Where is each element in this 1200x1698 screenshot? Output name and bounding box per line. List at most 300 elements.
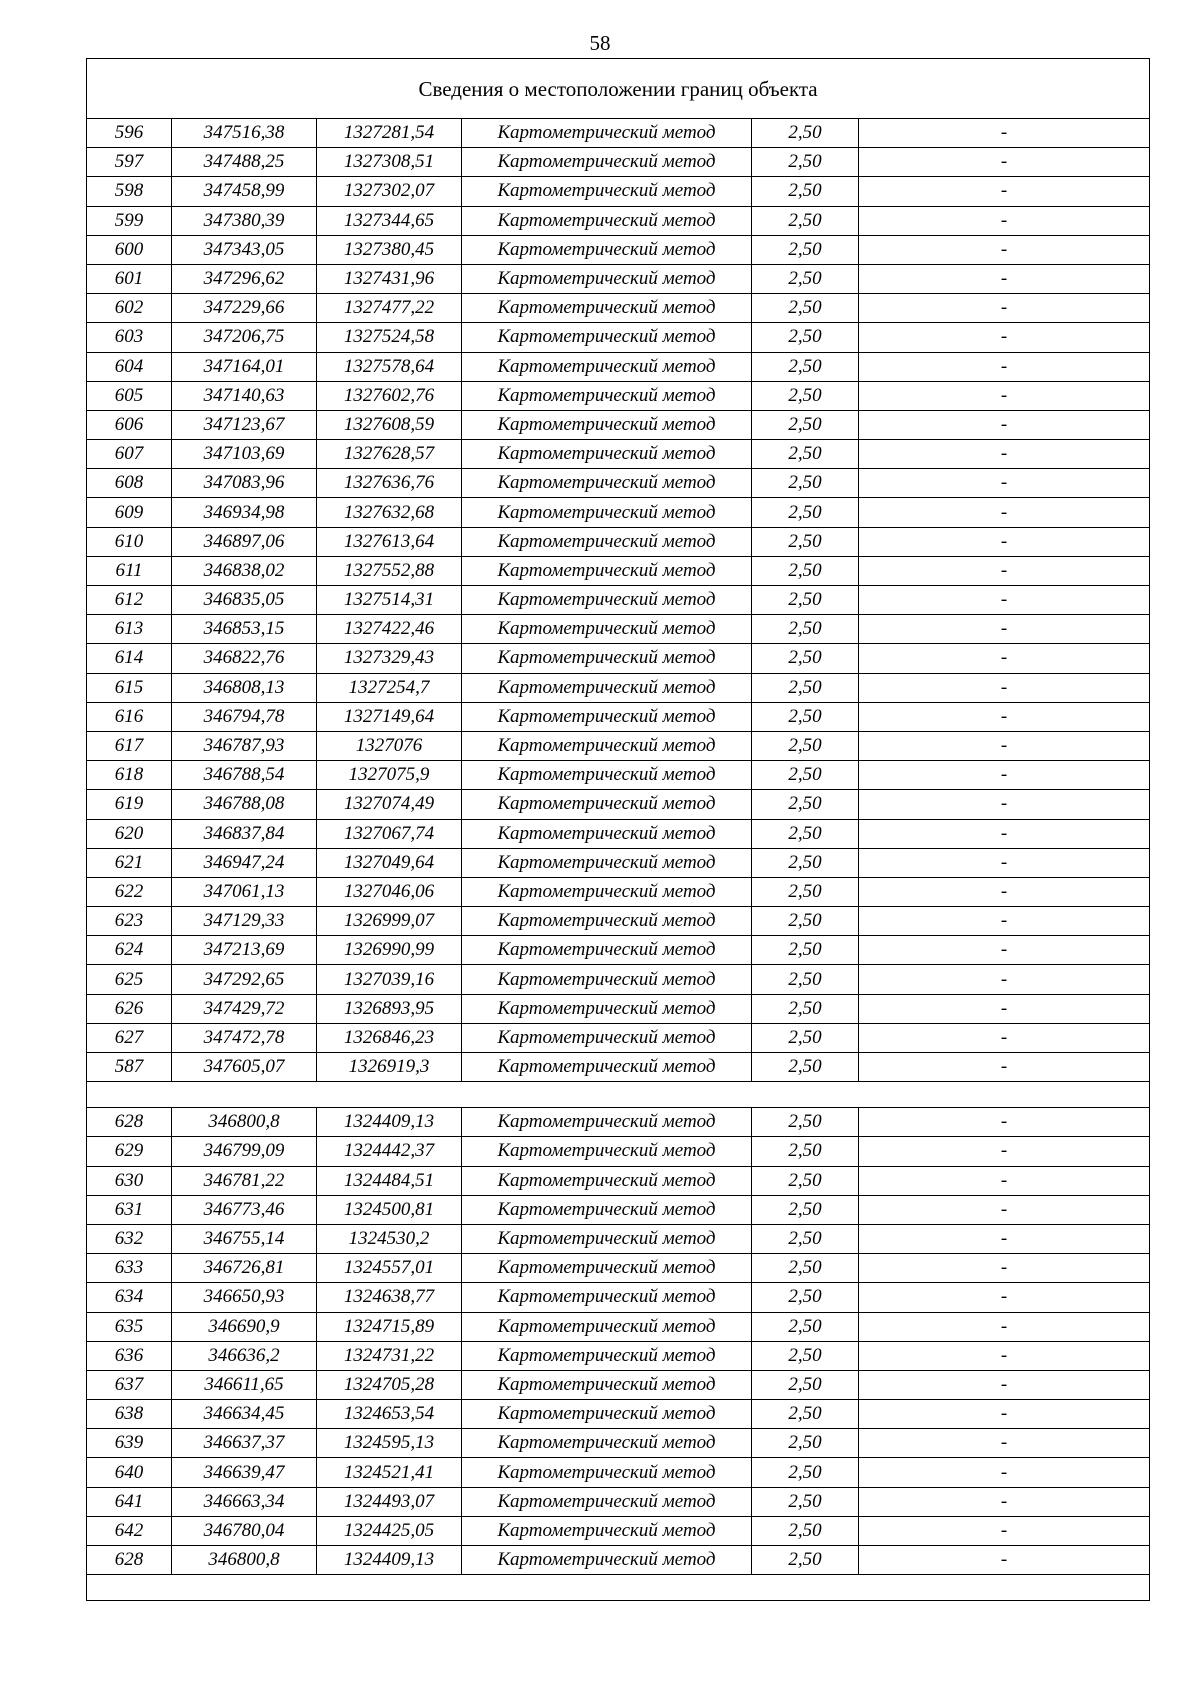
point-number-cell: 613 (87, 615, 172, 644)
coordinate-y-cell: 1327049,64 (317, 848, 462, 877)
table-row (87, 235, 1150, 264)
accuracy-cell: 2,50 (752, 235, 859, 264)
description-cell: - (859, 936, 1150, 965)
accuracy-cell: 2,50 (752, 1487, 859, 1516)
table-row (87, 440, 1150, 469)
coordinate-x-cell: 347164,01 (172, 352, 317, 381)
accuracy-cell: 2,50 (752, 1137, 859, 1166)
method-cell: Картометрический метод (462, 440, 752, 469)
coordinate-y-cell: 1324521,41 (317, 1458, 462, 1487)
coordinate-y-cell: 1324425,05 (317, 1516, 462, 1545)
point-number-cell: 587 (87, 1053, 172, 1082)
description-cell: - (859, 1341, 1150, 1370)
point-number-cell: 616 (87, 702, 172, 731)
method-cell: Картометрический метод (462, 965, 752, 994)
table-row (87, 264, 1150, 293)
description-cell: - (859, 323, 1150, 352)
method-cell: Картометрический метод (462, 644, 752, 673)
coordinate-x-cell: 346808,13 (172, 673, 317, 702)
accuracy-cell: 2,50 (752, 1341, 859, 1370)
accuracy-cell: 2,50 (752, 673, 859, 702)
description-cell: - (859, 1224, 1150, 1253)
table-row (87, 1195, 1150, 1224)
accuracy-cell: 2,50 (752, 1370, 859, 1399)
method-cell: Картометрический метод (462, 556, 752, 585)
coordinate-x-cell: 346726,81 (172, 1254, 317, 1283)
accuracy-cell: 2,50 (752, 556, 859, 585)
point-number-cell: 612 (87, 586, 172, 615)
description-cell: - (859, 352, 1150, 381)
description-cell: - (859, 148, 1150, 177)
description-cell: - (859, 848, 1150, 877)
coordinate-y-cell: 1324409,13 (317, 1108, 462, 1137)
description-cell: - (859, 1254, 1150, 1283)
table-row (87, 586, 1150, 615)
method-cell: Картометрический метод (462, 586, 752, 615)
accuracy-cell: 2,50 (752, 936, 859, 965)
point-number-cell: 615 (87, 673, 172, 702)
method-cell: Картометрический метод (462, 527, 752, 556)
description-cell: - (859, 644, 1150, 673)
coordinate-y-cell: 1324705,28 (317, 1370, 462, 1399)
point-number-cell: 598 (87, 177, 172, 206)
coordinate-x-cell: 346800,8 (172, 1546, 317, 1575)
accuracy-cell: 2,50 (752, 323, 859, 352)
group-separator-row (87, 1082, 1150, 1108)
table-row (87, 1224, 1150, 1253)
point-number-cell: 601 (87, 264, 172, 293)
table-row (87, 381, 1150, 410)
method-cell: Картометрический метод (462, 323, 752, 352)
description-cell: - (859, 498, 1150, 527)
coordinate-x-cell: 346781,22 (172, 1166, 317, 1195)
method-cell: Картометрический метод (462, 877, 752, 906)
method-cell: Картометрический метод (462, 498, 752, 527)
coordinate-y-cell: 1324595,13 (317, 1429, 462, 1458)
point-number-cell: 628 (87, 1546, 172, 1575)
coordinate-x-cell: 346853,15 (172, 615, 317, 644)
coordinate-x-cell: 346835,05 (172, 586, 317, 615)
table-row (87, 323, 1150, 352)
description-cell: - (859, 819, 1150, 848)
description-cell: - (859, 907, 1150, 936)
description-cell: - (859, 965, 1150, 994)
table-row (87, 206, 1150, 235)
coordinate-y-cell: 1327281,54 (317, 119, 462, 148)
point-number-cell: 628 (87, 1108, 172, 1137)
point-number-cell: 637 (87, 1370, 172, 1399)
accuracy-cell: 2,50 (752, 644, 859, 673)
method-cell: Картометрический метод (462, 1516, 752, 1545)
table-row (87, 994, 1150, 1023)
description-cell: - (859, 527, 1150, 556)
coordinate-x-cell: 346838,02 (172, 556, 317, 585)
table-row (87, 819, 1150, 848)
table-row (87, 907, 1150, 936)
accuracy-cell: 2,50 (752, 586, 859, 615)
accuracy-cell: 2,50 (752, 1023, 859, 1052)
point-number-cell: 641 (87, 1487, 172, 1516)
accuracy-cell: 2,50 (752, 702, 859, 731)
coordinate-y-cell: 1327552,88 (317, 556, 462, 585)
point-number-cell: 635 (87, 1312, 172, 1341)
method-cell: Картометрический метод (462, 790, 752, 819)
table-row (87, 790, 1150, 819)
coordinate-x-cell: 346636,2 (172, 1341, 317, 1370)
table-row (87, 527, 1150, 556)
coordinate-x-cell: 346897,06 (172, 527, 317, 556)
point-number-cell: 599 (87, 206, 172, 235)
description-cell: - (859, 1195, 1150, 1224)
table-row (87, 1108, 1150, 1137)
accuracy-cell: 2,50 (752, 1224, 859, 1253)
accuracy-cell: 2,50 (752, 498, 859, 527)
description-cell: - (859, 615, 1150, 644)
accuracy-cell: 2,50 (752, 206, 859, 235)
description-cell: - (859, 1458, 1150, 1487)
coordinate-x-cell: 346800,8 (172, 1108, 317, 1137)
description-cell: - (859, 731, 1150, 760)
coordinate-x-cell: 347103,69 (172, 440, 317, 469)
coordinate-x-cell: 346663,34 (172, 1487, 317, 1516)
coordinate-y-cell: 1324442,37 (317, 1137, 462, 1166)
table-row (87, 761, 1150, 790)
coordinate-y-cell: 1324409,13 (317, 1546, 462, 1575)
table-row (87, 848, 1150, 877)
point-number-cell: 620 (87, 819, 172, 848)
point-number-cell: 622 (87, 877, 172, 906)
point-number-cell: 642 (87, 1516, 172, 1545)
coordinate-x-cell: 347206,75 (172, 323, 317, 352)
coordinate-y-cell: 1327074,49 (317, 790, 462, 819)
table-row (87, 1546, 1150, 1575)
method-cell: Картометрический метод (462, 352, 752, 381)
method-cell: Картометрический метод (462, 761, 752, 790)
table-row (87, 1053, 1150, 1082)
coordinate-y-cell: 1326919,3 (317, 1053, 462, 1082)
point-number-cell: 607 (87, 440, 172, 469)
table-row (87, 1458, 1150, 1487)
point-number-cell: 626 (87, 994, 172, 1023)
point-number-cell: 624 (87, 936, 172, 965)
description-cell: - (859, 381, 1150, 410)
accuracy-cell: 2,50 (752, 965, 859, 994)
description-cell: - (859, 410, 1150, 439)
coordinate-x-cell: 346788,08 (172, 790, 317, 819)
point-number-cell: 604 (87, 352, 172, 381)
group-separator-row (87, 1575, 1150, 1601)
table-row (87, 294, 1150, 323)
description-cell: - (859, 761, 1150, 790)
accuracy-cell: 2,50 (752, 527, 859, 556)
method-cell: Картометрический метод (462, 1023, 752, 1052)
method-cell: Картометрический метод (462, 1108, 752, 1137)
coordinate-x-cell: 346822,76 (172, 644, 317, 673)
method-cell: Картометрический метод (462, 1487, 752, 1516)
point-number-cell: 606 (87, 410, 172, 439)
table-row (87, 936, 1150, 965)
coordinate-y-cell: 1324493,07 (317, 1487, 462, 1516)
coordinate-y-cell: 1327344,65 (317, 206, 462, 235)
accuracy-cell: 2,50 (752, 994, 859, 1023)
coordinate-x-cell: 346634,45 (172, 1400, 317, 1429)
method-cell: Картометрический метод (462, 1195, 752, 1224)
coordinate-y-cell: 1327329,43 (317, 644, 462, 673)
group-separator (87, 1575, 1150, 1601)
method-cell: Картометрический метод (462, 235, 752, 264)
table-row (87, 1283, 1150, 1312)
table-row (87, 1312, 1150, 1341)
method-cell: Картометрический метод (462, 206, 752, 235)
description-cell: - (859, 1053, 1150, 1082)
accuracy-cell: 2,50 (752, 381, 859, 410)
accuracy-cell: 2,50 (752, 119, 859, 148)
coordinate-y-cell: 1324715,89 (317, 1312, 462, 1341)
description-cell: - (859, 1429, 1150, 1458)
coordinate-x-cell: 347061,13 (172, 877, 317, 906)
method-cell: Картометрический метод (462, 1341, 752, 1370)
coordinate-y-cell: 1327149,64 (317, 702, 462, 731)
coordinate-x-cell: 346755,14 (172, 1224, 317, 1253)
method-cell: Картометрический метод (462, 1458, 752, 1487)
coordinate-y-cell: 1327039,16 (317, 965, 462, 994)
method-cell: Картометрический метод (462, 119, 752, 148)
point-number-cell: 640 (87, 1458, 172, 1487)
description-cell: - (859, 994, 1150, 1023)
coordinate-y-cell: 1327514,31 (317, 586, 462, 615)
table-row (87, 1254, 1150, 1283)
accuracy-cell: 2,50 (752, 731, 859, 760)
point-number-cell: 623 (87, 907, 172, 936)
table-row (87, 1370, 1150, 1399)
method-cell: Картометрический метод (462, 1137, 752, 1166)
description-cell: - (859, 235, 1150, 264)
method-cell: Картометрический метод (462, 819, 752, 848)
method-cell: Картометрический метод (462, 994, 752, 1023)
accuracy-cell: 2,50 (752, 1458, 859, 1487)
accuracy-cell: 2,50 (752, 1429, 859, 1458)
table-row (87, 877, 1150, 906)
coordinate-y-cell: 1324500,81 (317, 1195, 462, 1224)
point-number-cell: 639 (87, 1429, 172, 1458)
method-cell: Картометрический метод (462, 1429, 752, 1458)
coordinate-y-cell: 1327075,9 (317, 761, 462, 790)
coordinate-y-cell: 1327578,64 (317, 352, 462, 381)
table-row (87, 731, 1150, 760)
accuracy-cell: 2,50 (752, 352, 859, 381)
point-number-cell: 618 (87, 761, 172, 790)
coordinate-x-cell: 347292,65 (172, 965, 317, 994)
coordinate-x-cell: 347213,69 (172, 936, 317, 965)
point-number-cell: 608 (87, 469, 172, 498)
description-cell: - (859, 469, 1150, 498)
table-row (87, 644, 1150, 673)
table-row (87, 556, 1150, 585)
point-number-cell: 609 (87, 498, 172, 527)
description-cell: - (859, 1137, 1150, 1166)
accuracy-cell: 2,50 (752, 1546, 859, 1575)
coordinate-x-cell: 346799,09 (172, 1137, 317, 1166)
table-title-row (87, 59, 1150, 119)
accuracy-cell: 2,50 (752, 1400, 859, 1429)
coordinate-x-cell: 347229,66 (172, 294, 317, 323)
method-cell: Картометрический метод (462, 1370, 752, 1399)
coordinate-y-cell: 1326893,95 (317, 994, 462, 1023)
method-cell: Картометрический метод (462, 731, 752, 760)
table-row (87, 1023, 1150, 1052)
coordinate-x-cell: 347140,63 (172, 381, 317, 410)
group-separator (87, 1082, 1150, 1108)
method-cell: Картометрический метод (462, 177, 752, 206)
coordinate-y-cell: 1327628,57 (317, 440, 462, 469)
description-cell: - (859, 1283, 1150, 1312)
point-number-cell: 617 (87, 731, 172, 760)
coordinate-x-cell: 347123,67 (172, 410, 317, 439)
accuracy-cell: 2,50 (752, 1108, 859, 1137)
table-row (87, 1487, 1150, 1516)
table-row (87, 410, 1150, 439)
table-row (87, 1137, 1150, 1166)
coordinate-x-cell: 346690,9 (172, 1312, 317, 1341)
accuracy-cell: 2,50 (752, 877, 859, 906)
coordinate-x-cell: 347458,99 (172, 177, 317, 206)
point-number-cell: 625 (87, 965, 172, 994)
accuracy-cell: 2,50 (752, 790, 859, 819)
method-cell: Картометрический метод (462, 148, 752, 177)
point-number-cell: 632 (87, 1224, 172, 1253)
coordinate-x-cell: 346787,93 (172, 731, 317, 760)
coordinate-y-cell: 1326999,07 (317, 907, 462, 936)
accuracy-cell: 2,50 (752, 410, 859, 439)
description-cell: - (859, 586, 1150, 615)
point-number-cell: 631 (87, 1195, 172, 1224)
description-cell: - (859, 294, 1150, 323)
coordinate-y-cell: 1324557,01 (317, 1254, 462, 1283)
coordinate-y-cell: 1327613,64 (317, 527, 462, 556)
table-row (87, 1341, 1150, 1370)
method-cell: Картометрический метод (462, 1400, 752, 1429)
accuracy-cell: 2,50 (752, 1195, 859, 1224)
coordinate-y-cell: 1327422,46 (317, 615, 462, 644)
coordinate-y-cell: 1324731,22 (317, 1341, 462, 1370)
method-cell: Картометрический метод (462, 1312, 752, 1341)
accuracy-cell: 2,50 (752, 761, 859, 790)
method-cell: Картометрический метод (462, 1254, 752, 1283)
accuracy-cell: 2,50 (752, 1283, 859, 1312)
point-number-cell: 611 (87, 556, 172, 585)
page-number: 58 (589, 31, 611, 55)
method-cell: Картометрический метод (462, 410, 752, 439)
coordinate-y-cell: 1327477,22 (317, 294, 462, 323)
description-cell: - (859, 702, 1150, 731)
accuracy-cell: 2,50 (752, 1516, 859, 1545)
point-number-cell: 627 (87, 1023, 172, 1052)
coordinate-x-cell: 346947,24 (172, 848, 317, 877)
coordinate-x-cell: 346780,04 (172, 1516, 317, 1545)
table-row (87, 673, 1150, 702)
method-cell: Картометрический метод (462, 264, 752, 293)
description-cell: - (859, 1166, 1150, 1195)
coordinate-y-cell: 1327431,96 (317, 264, 462, 293)
coordinate-x-cell: 347343,05 (172, 235, 317, 264)
coordinate-y-cell: 1327602,76 (317, 381, 462, 410)
coordinate-y-cell: 1326846,23 (317, 1023, 462, 1052)
method-cell: Картометрический метод (462, 1053, 752, 1082)
coordinate-y-cell: 1327524,58 (317, 323, 462, 352)
accuracy-cell: 2,50 (752, 148, 859, 177)
description-cell: - (859, 1516, 1150, 1545)
coordinate-x-cell: 347380,39 (172, 206, 317, 235)
description-cell: - (859, 177, 1150, 206)
description-cell: - (859, 264, 1150, 293)
method-cell: Картометрический метод (462, 615, 752, 644)
method-cell: Картометрический метод (462, 848, 752, 877)
coordinate-x-cell: 347429,72 (172, 994, 317, 1023)
point-number-cell: 600 (87, 235, 172, 264)
table-row (87, 498, 1150, 527)
description-cell: - (859, 790, 1150, 819)
description-cell: - (859, 119, 1150, 148)
accuracy-cell: 2,50 (752, 907, 859, 936)
coordinate-y-cell: 1324638,77 (317, 1283, 462, 1312)
point-number-cell: 629 (87, 1137, 172, 1166)
coordinate-x-cell: 346934,98 (172, 498, 317, 527)
point-number-cell: 602 (87, 294, 172, 323)
description-cell: - (859, 1108, 1150, 1137)
coordinate-x-cell: 347605,07 (172, 1053, 317, 1082)
coordinate-x-cell: 347083,96 (172, 469, 317, 498)
point-number-cell: 614 (87, 644, 172, 673)
coordinate-x-cell: 347472,78 (172, 1023, 317, 1052)
description-cell: - (859, 1400, 1150, 1429)
accuracy-cell: 2,50 (752, 177, 859, 206)
point-number-cell: 603 (87, 323, 172, 352)
coordinate-x-cell: 346639,47 (172, 1458, 317, 1487)
table-row (87, 1166, 1150, 1195)
description-cell: - (859, 1370, 1150, 1399)
table-row (87, 1516, 1150, 1545)
coordinate-x-cell: 346611,65 (172, 1370, 317, 1399)
coordinate-y-cell: 1327632,68 (317, 498, 462, 527)
method-cell: Картометрический метод (462, 469, 752, 498)
description-cell: - (859, 440, 1150, 469)
point-number-cell: 621 (87, 848, 172, 877)
coordinate-x-cell: 346637,37 (172, 1429, 317, 1458)
coordinate-y-cell: 1324484,51 (317, 1166, 462, 1195)
point-number-cell: 630 (87, 1166, 172, 1195)
coordinate-y-cell: 1324653,54 (317, 1400, 462, 1429)
table-title: Сведения о местоположении границ объекта (87, 59, 1150, 119)
table-row (87, 702, 1150, 731)
coordinate-x-cell: 347296,62 (172, 264, 317, 293)
accuracy-cell: 2,50 (752, 819, 859, 848)
description-cell: - (859, 206, 1150, 235)
coordinate-y-cell: 1327302,07 (317, 177, 462, 206)
point-number-cell: 633 (87, 1254, 172, 1283)
coordinate-x-cell: 346794,78 (172, 702, 317, 731)
description-cell: - (859, 673, 1150, 702)
table-row (87, 469, 1150, 498)
method-cell: Картометрический метод (462, 907, 752, 936)
coordinate-y-cell: 1327046,06 (317, 877, 462, 906)
point-number-cell: 605 (87, 381, 172, 410)
method-cell: Картометрический метод (462, 381, 752, 410)
coordinate-y-cell: 1327308,51 (317, 148, 462, 177)
table-row (87, 177, 1150, 206)
coordinate-y-cell: 1327636,76 (317, 469, 462, 498)
coordinate-x-cell: 347129,33 (172, 907, 317, 936)
accuracy-cell: 2,50 (752, 615, 859, 644)
